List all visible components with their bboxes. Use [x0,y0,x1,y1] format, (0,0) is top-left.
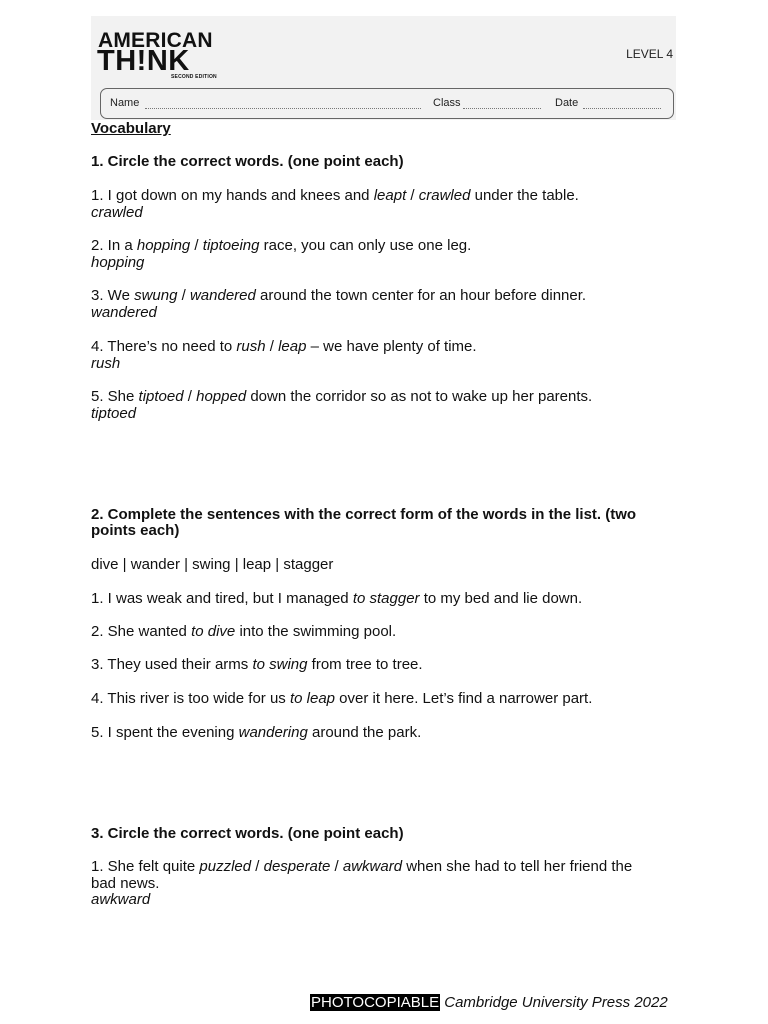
logo-edition: SECOND EDITION [171,74,217,80]
section3-item-1: 1. She felt quite puzzled / desperate / awkward when she had to tell her friend the [91,858,633,875]
level-label: LEVEL 4 [626,47,673,61]
section1-item-3: 3. We swung / wandered around the town center for an hour before dinner. [91,287,587,304]
section3-heading: 3. Circle the correct words. (one point each) [91,825,404,842]
copyright-text: Cambridge University Press 2022 [440,994,668,1011]
date-label: Date [555,97,579,109]
footer [310,994,668,1011]
class-label: Class [433,97,461,109]
section2-item-1: 1. I was weak and tired, but I managed to stagger to my bed and lie down. [91,590,583,607]
section2-item-4: 4. This river is too wide for us to leap over it here. Let’s find a narrower part. [91,690,593,707]
section1-answer-4: rush [91,355,121,372]
student-info-box [100,88,674,119]
date-field[interactable] [583,108,661,109]
section3-answer-1: awkward [91,891,151,908]
name-field[interactable] [145,108,421,109]
section1-item-1: 1. I got down on my hands and knees and leapt / crawled under the table. [91,187,579,204]
photocopiable-badge: PHOTOCOPIABLE [311,994,440,1011]
section2-item-3: 3. They used their arms to swing from tree to tree. [91,656,423,673]
section1-item-4: 4. There’s no need to rush / leap – we have plenty of time. [91,338,477,355]
section2-item-2: 2. She wanted to dive into the swimming pool. [91,623,397,640]
logo-think: TH!NK [97,45,190,77]
section2-heading-line1: 2. Complete the sentences with the correct form of the words in the list. (two [91,506,637,523]
section2-item-5: 5. I spent the evening wandering around the park. [91,724,422,741]
section1-answer-5: tiptoed [91,405,137,422]
section1-answer-3: wandered [91,304,157,321]
section2-word-list: dive | wander | swing | leap | stagger [91,556,334,573]
worksheet-header [91,16,676,120]
section1-answer-1: crawled [91,204,143,221]
section1-answer-2: hopping [91,254,145,271]
class-field[interactable] [463,108,541,109]
section1-item-5: 5. She tiptoed / hopped down the corridor so as not to wake up her parents. [91,388,593,405]
section3-item-1-line2: bad news. [91,875,160,892]
page-title: Vocabulary [91,120,171,137]
section1-heading: 1. Circle the correct words. (one point each) [91,153,404,170]
section1-item-2: 2. In a hopping / tiptoeing race, you can only use one leg. [91,237,472,254]
name-label: Name [110,97,140,109]
section2-heading-line2: points each) [91,522,180,539]
logo-american: AMERICAN [98,29,213,52]
